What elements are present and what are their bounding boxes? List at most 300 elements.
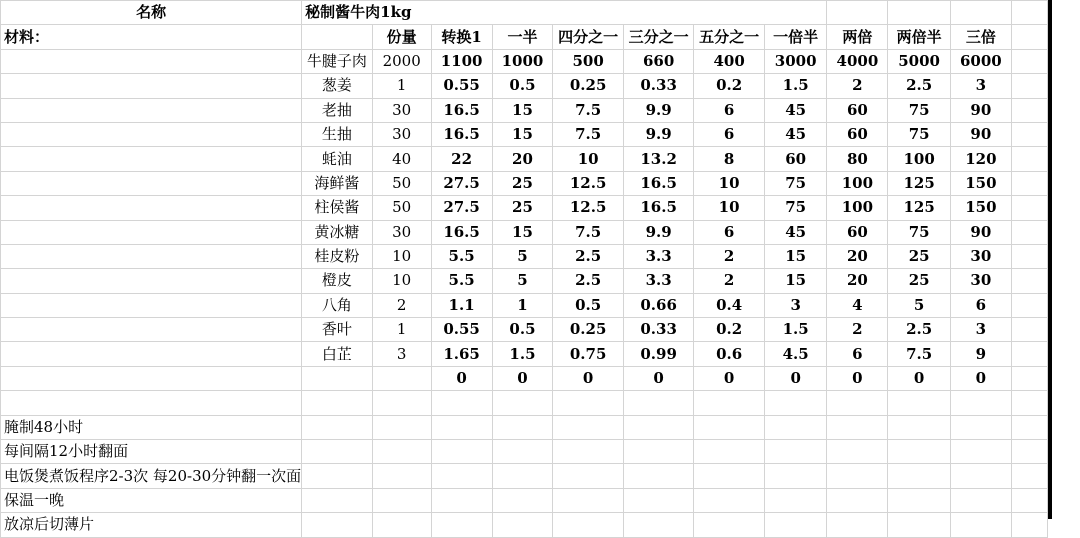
cell[interactable] (1, 98, 302, 122)
cell[interactable] (1, 269, 302, 293)
converted-value-cell[interactable]: 7.5 (553, 122, 623, 146)
cell[interactable] (302, 415, 372, 439)
converted-value-cell[interactable]: 10 (694, 171, 764, 195)
converted-value-cell[interactable]: 45 (764, 220, 827, 244)
converted-value-cell[interactable]: 25 (492, 171, 553, 195)
converted-value-cell[interactable]: 60 (827, 220, 888, 244)
converted-value-cell[interactable]: 5 (888, 293, 951, 317)
cell[interactable] (302, 464, 372, 488)
converted-value-cell[interactable]: 5 (492, 244, 553, 268)
converted-value-cell[interactable]: 4.5 (764, 342, 827, 366)
converted-value-cell[interactable]: 0.5 (553, 293, 623, 317)
cell[interactable] (694, 391, 764, 415)
converted-value-cell[interactable]: 3.3 (623, 244, 693, 268)
cell[interactable] (372, 415, 431, 439)
converted-value-cell[interactable]: 25 (888, 269, 951, 293)
column-header[interactable]: 一半 (492, 25, 553, 49)
column-header[interactable]: 转换1 (431, 25, 492, 49)
quantity-cell[interactable]: 1 (372, 74, 431, 98)
cell[interactable] (950, 1, 1011, 25)
cell[interactable] (764, 415, 827, 439)
converted-value-cell[interactable]: 15 (492, 98, 553, 122)
converted-value-cell[interactable]: 8 (694, 147, 764, 171)
quantity-cell[interactable]: 50 (372, 171, 431, 195)
cell[interactable] (827, 488, 888, 512)
table-row (1, 318, 1048, 342)
converted-value-cell[interactable]: 20 (492, 147, 553, 171)
converted-value-cell[interactable]: 12.5 (553, 196, 623, 220)
converted-value-cell[interactable]: 2.5 (553, 244, 623, 268)
cell[interactable] (431, 513, 492, 537)
materials-label-cell[interactable]: 材料： (1, 25, 302, 49)
converted-value-cell[interactable]: 10 (694, 196, 764, 220)
cell[interactable] (431, 391, 492, 415)
converted-value-cell[interactable]: 0 (888, 366, 951, 390)
cell[interactable] (827, 513, 888, 537)
cell[interactable] (1011, 122, 1047, 146)
converted-value-cell[interactable]: 0.99 (623, 342, 693, 366)
ingredient-name-cell[interactable]: 白芷 (302, 342, 372, 366)
converted-value-cell[interactable]: 1.1 (431, 293, 492, 317)
cell[interactable] (1011, 74, 1047, 98)
converted-value-cell[interactable]: 0 (827, 366, 888, 390)
cell[interactable] (1011, 440, 1047, 464)
cell[interactable] (1011, 147, 1047, 171)
ingredient-name-cell[interactable] (302, 366, 372, 390)
converted-value-cell[interactable]: 0.25 (553, 318, 623, 342)
cell[interactable] (492, 488, 553, 512)
cell[interactable] (553, 513, 623, 537)
converted-value-cell[interactable]: 15 (492, 122, 553, 146)
converted-value-cell[interactable]: 12.5 (553, 171, 623, 195)
quantity-cell[interactable]: 1 (372, 318, 431, 342)
cell[interactable] (1, 366, 302, 390)
converted-value-cell[interactable]: 6 (694, 122, 764, 146)
cell[interactable] (827, 440, 888, 464)
quantity-cell[interactable]: 10 (372, 244, 431, 268)
cell[interactable] (764, 488, 827, 512)
ingredient-name-cell[interactable]: 生抽 (302, 122, 372, 146)
table-row (1, 269, 1048, 293)
cell[interactable] (623, 391, 693, 415)
cell[interactable] (1011, 513, 1047, 537)
converted-value-cell[interactable]: 5.5 (431, 269, 492, 293)
cell[interactable] (1011, 366, 1047, 390)
converted-value-cell[interactable]: 60 (764, 147, 827, 171)
converted-value-cell[interactable]: 150 (950, 196, 1011, 220)
converted-value-cell[interactable]: 0 (694, 366, 764, 390)
cell[interactable] (302, 391, 372, 415)
table-row (1, 147, 1048, 171)
cell[interactable] (372, 464, 431, 488)
quantity-cell[interactable]: 3 (372, 342, 431, 366)
converted-value-cell[interactable]: 1.65 (431, 342, 492, 366)
cell[interactable] (1, 196, 302, 220)
converted-value-cell[interactable]: 660 (623, 49, 693, 73)
note-text-cell[interactable]: 每间隔12小时翻面 (1, 440, 302, 464)
converted-value-cell[interactable]: 100 (827, 171, 888, 195)
converted-value-cell[interactable]: 75 (888, 122, 951, 146)
cell[interactable] (764, 464, 827, 488)
column-header[interactable]: 两倍半 (888, 25, 951, 49)
converted-value-cell[interactable]: 16.5 (431, 220, 492, 244)
cell[interactable] (492, 440, 553, 464)
converted-value-cell[interactable]: 80 (827, 147, 888, 171)
cell[interactable] (1011, 98, 1047, 122)
converted-value-cell[interactable]: 1.5 (764, 74, 827, 98)
converted-value-cell[interactable]: 30 (950, 269, 1011, 293)
quantity-cell[interactable]: 2000 (372, 49, 431, 73)
converted-value-cell[interactable]: 16.5 (431, 98, 492, 122)
ingredient-name-cell[interactable]: 牛腱子肉 (302, 49, 372, 73)
table-row (1, 366, 1048, 390)
cell[interactable] (694, 464, 764, 488)
converted-value-cell[interactable]: 0.55 (431, 318, 492, 342)
converted-value-cell[interactable]: 100 (888, 147, 951, 171)
ingredient-name-cell[interactable]: 海鲜酱 (302, 171, 372, 195)
cell[interactable] (372, 513, 431, 537)
cell[interactable] (888, 391, 951, 415)
name-label-cell[interactable]: 名称 (1, 1, 302, 25)
cell[interactable] (827, 464, 888, 488)
converted-value-cell[interactable]: 500 (553, 49, 623, 73)
cell[interactable] (1011, 488, 1047, 512)
header-row (1, 25, 1048, 49)
converted-value-cell[interactable]: 27.5 (431, 171, 492, 195)
recipe-name-cell[interactable]: 秘制酱牛肉1kg (302, 1, 827, 25)
cell[interactable] (1, 147, 302, 171)
column-header[interactable]: 四分之一 (553, 25, 623, 49)
converted-value-cell[interactable]: 13.2 (623, 147, 693, 171)
quantity-cell[interactable]: 30 (372, 220, 431, 244)
column-header[interactable]: 两倍 (827, 25, 888, 49)
converted-value-cell[interactable]: 0.66 (623, 293, 693, 317)
cell[interactable] (372, 440, 431, 464)
note-row (1, 488, 1048, 512)
converted-value-cell[interactable]: 2 (694, 269, 764, 293)
converted-value-cell[interactable]: 0.4 (694, 293, 764, 317)
cell[interactable] (694, 513, 764, 537)
cell[interactable] (1, 391, 302, 415)
converted-value-cell[interactable]: 0.5 (492, 74, 553, 98)
converted-value-cell[interactable]: 10 (553, 147, 623, 171)
converted-value-cell[interactable]: 4 (827, 293, 888, 317)
cell[interactable] (1011, 25, 1047, 49)
cell[interactable] (492, 464, 553, 488)
cell[interactable] (950, 464, 1011, 488)
cell[interactable] (1, 220, 302, 244)
cell[interactable] (1011, 318, 1047, 342)
ingredient-name-cell[interactable]: 桂皮粉 (302, 244, 372, 268)
converted-value-cell[interactable]: 150 (950, 171, 1011, 195)
converted-value-cell[interactable]: 400 (694, 49, 764, 73)
converted-value-cell[interactable]: 20 (827, 269, 888, 293)
converted-value-cell[interactable]: 75 (764, 196, 827, 220)
converted-value-cell[interactable]: 2.5 (888, 318, 951, 342)
converted-value-cell[interactable]: 0.33 (623, 318, 693, 342)
converted-value-cell[interactable]: 2 (694, 244, 764, 268)
cell[interactable] (1, 293, 302, 317)
cell[interactable] (553, 464, 623, 488)
converted-value-cell[interactable]: 2.5 (888, 74, 951, 98)
cell[interactable] (694, 415, 764, 439)
cell[interactable] (623, 464, 693, 488)
note-text-cell[interactable]: 放凉后切薄片 (1, 513, 302, 537)
cell[interactable] (1, 49, 302, 73)
cell[interactable] (694, 440, 764, 464)
converted-value-cell[interactable]: 5 (492, 269, 553, 293)
cell[interactable] (1011, 171, 1047, 195)
converted-value-cell[interactable]: 0.55 (431, 74, 492, 98)
converted-value-cell[interactable]: 16.5 (431, 122, 492, 146)
converted-value-cell[interactable]: 75 (888, 220, 951, 244)
converted-value-cell[interactable]: 7.5 (888, 342, 951, 366)
cell[interactable] (1011, 244, 1047, 268)
cell[interactable] (1, 122, 302, 146)
quantity-cell[interactable]: 40 (372, 147, 431, 171)
converted-value-cell[interactable]: 1 (492, 293, 553, 317)
converted-value-cell[interactable]: 45 (764, 122, 827, 146)
quantity-cell[interactable]: 2 (372, 293, 431, 317)
cell[interactable] (950, 488, 1011, 512)
cell[interactable] (492, 391, 553, 415)
note-row (1, 415, 1048, 439)
quantity-cell[interactable] (372, 366, 431, 390)
ingredient-name-cell[interactable]: 蚝油 (302, 147, 372, 171)
cell[interactable] (1011, 293, 1047, 317)
cell[interactable] (1, 74, 302, 98)
cell[interactable] (431, 488, 492, 512)
note-row (1, 513, 1048, 537)
cell[interactable] (950, 440, 1011, 464)
converted-value-cell[interactable]: 0.75 (553, 342, 623, 366)
cell[interactable] (302, 440, 372, 464)
quantity-cell[interactable]: 10 (372, 269, 431, 293)
table-row (1, 244, 1048, 268)
ingredient-name-cell[interactable]: 橙皮 (302, 269, 372, 293)
cell[interactable] (1, 318, 302, 342)
cell[interactable] (827, 1, 888, 25)
cell[interactable] (492, 415, 553, 439)
cell[interactable] (764, 391, 827, 415)
blank-area (1052, 0, 1080, 519)
ingredient-name-cell[interactable]: 柱侯酱 (302, 196, 372, 220)
table-row (1, 196, 1048, 220)
table-row (1, 74, 1048, 98)
cell[interactable] (1, 171, 302, 195)
table-row (1, 171, 1048, 195)
converted-value-cell[interactable]: 3 (950, 74, 1011, 98)
ingredient-name-cell[interactable]: 老抽 (302, 98, 372, 122)
cell[interactable] (623, 415, 693, 439)
converted-value-cell[interactable]: 125 (888, 196, 951, 220)
ingredient-name-cell[interactable]: 黄冰糖 (302, 220, 372, 244)
converted-value-cell[interactable]: 1100 (431, 49, 492, 73)
converted-value-cell[interactable]: 3000 (764, 49, 827, 73)
cell[interactable] (1011, 1, 1047, 25)
cell[interactable] (827, 391, 888, 415)
converted-value-cell[interactable]: 0.5 (492, 318, 553, 342)
converted-value-cell[interactable]: 6 (950, 293, 1011, 317)
blank-row (1, 391, 1048, 415)
converted-value-cell[interactable]: 120 (950, 147, 1011, 171)
converted-value-cell[interactable]: 1.5 (764, 318, 827, 342)
converted-value-cell[interactable]: 2 (827, 318, 888, 342)
converted-value-cell[interactable]: 60 (827, 122, 888, 146)
converted-value-cell[interactable]: 0 (764, 366, 827, 390)
converted-value-cell[interactable]: 0.6 (694, 342, 764, 366)
cell[interactable] (1011, 342, 1047, 366)
converted-value-cell[interactable]: 3.3 (623, 269, 693, 293)
converted-value-cell[interactable]: 15 (492, 220, 553, 244)
converted-value-cell[interactable]: 15 (764, 244, 827, 268)
cell[interactable] (623, 513, 693, 537)
converted-value-cell[interactable]: 100 (827, 196, 888, 220)
cell[interactable] (1011, 269, 1047, 293)
cell[interactable] (431, 464, 492, 488)
cell[interactable] (553, 440, 623, 464)
converted-value-cell[interactable]: 0.25 (553, 74, 623, 98)
ingredient-name-cell[interactable]: 香叶 (302, 318, 372, 342)
converted-value-cell[interactable]: 16.5 (623, 171, 693, 195)
converted-value-cell[interactable]: 45 (764, 98, 827, 122)
cell[interactable] (1011, 196, 1047, 220)
converted-value-cell[interactable]: 5.5 (431, 244, 492, 268)
cell[interactable] (694, 488, 764, 512)
cell[interactable] (553, 415, 623, 439)
converted-value-cell[interactable]: 25 (888, 244, 951, 268)
note-text-cell[interactable]: 腌制48小时 (1, 415, 302, 439)
converted-value-cell[interactable]: 2 (827, 74, 888, 98)
converted-value-cell[interactable]: 27.5 (431, 196, 492, 220)
cell[interactable] (372, 488, 431, 512)
converted-value-cell[interactable]: 30 (950, 244, 1011, 268)
table-row (1, 220, 1048, 244)
converted-value-cell[interactable]: 6 (827, 342, 888, 366)
converted-value-cell[interactable]: 7.5 (553, 220, 623, 244)
cell[interactable] (431, 440, 492, 464)
table-row (1, 122, 1048, 146)
converted-value-cell[interactable]: 4000 (827, 49, 888, 73)
cell[interactable] (888, 513, 951, 537)
ingredient-name-cell[interactable]: 八角 (302, 293, 372, 317)
cell[interactable] (372, 391, 431, 415)
column-header[interactable]: 三分之一 (623, 25, 693, 49)
converted-value-cell[interactable]: 0 (553, 366, 623, 390)
converted-value-cell[interactable]: 3 (950, 318, 1011, 342)
cell[interactable] (431, 415, 492, 439)
converted-value-cell[interactable]: 0 (623, 366, 693, 390)
converted-value-cell[interactable]: 90 (950, 122, 1011, 146)
quantity-cell[interactable]: 30 (372, 122, 431, 146)
converted-value-cell[interactable]: 6 (694, 98, 764, 122)
cell[interactable] (827, 415, 888, 439)
converted-value-cell[interactable]: 2.5 (553, 269, 623, 293)
converted-value-cell[interactable]: 9.9 (623, 98, 693, 122)
converted-value-cell[interactable]: 6 (694, 220, 764, 244)
converted-value-cell[interactable]: 3 (764, 293, 827, 317)
table-row (1, 342, 1048, 366)
converted-value-cell[interactable]: 25 (492, 196, 553, 220)
converted-value-cell[interactable]: 0.2 (694, 74, 764, 98)
converted-value-cell[interactable]: 22 (431, 147, 492, 171)
converted-value-cell[interactable]: 15 (764, 269, 827, 293)
converted-value-cell[interactable]: 0.33 (623, 74, 693, 98)
converted-value-cell[interactable]: 9.9 (623, 122, 693, 146)
converted-value-cell[interactable]: 0 (492, 366, 553, 390)
table-row (1, 98, 1048, 122)
converted-value-cell[interactable]: 90 (950, 220, 1011, 244)
cell[interactable] (764, 440, 827, 464)
note-text-cell[interactable]: 保温一晚 (1, 488, 302, 512)
column-header[interactable]: 三倍 (950, 25, 1011, 49)
cell[interactable] (888, 415, 951, 439)
cell[interactable] (950, 513, 1011, 537)
converted-value-cell[interactable]: 75 (764, 171, 827, 195)
cell[interactable] (302, 513, 372, 537)
cell[interactable] (888, 464, 951, 488)
cell[interactable] (950, 391, 1011, 415)
converted-value-cell[interactable]: 1.5 (492, 342, 553, 366)
converted-value-cell[interactable]: 16.5 (623, 196, 693, 220)
column-header[interactable]: 一倍半 (764, 25, 827, 49)
note-row (1, 440, 1048, 464)
column-header[interactable]: 五分之一 (694, 25, 764, 49)
table-row (1, 49, 1048, 73)
ingredient-name-cell[interactable]: 葱姜 (302, 74, 372, 98)
converted-value-cell[interactable]: 90 (950, 98, 1011, 122)
note-text-cell[interactable]: 电饭煲煮饭程序2-3次 每20-30分钟翻一次面 (1, 464, 302, 488)
converted-value-cell[interactable]: 0 (950, 366, 1011, 390)
converted-value-cell[interactable]: 7.5 (553, 98, 623, 122)
converted-value-cell[interactable]: 9 (950, 342, 1011, 366)
converted-value-cell[interactable]: 60 (827, 98, 888, 122)
cell[interactable] (888, 1, 951, 25)
cell[interactable] (623, 440, 693, 464)
converted-value-cell[interactable]: 20 (827, 244, 888, 268)
cell[interactable] (553, 391, 623, 415)
table-row (1, 293, 1048, 317)
column-header[interactable]: 份量 (372, 25, 431, 49)
converted-value-cell[interactable]: 75 (888, 98, 951, 122)
quantity-cell[interactable]: 30 (372, 98, 431, 122)
converted-value-cell[interactable]: 0 (431, 366, 492, 390)
cell[interactable] (1, 342, 302, 366)
converted-value-cell[interactable]: 5000 (888, 49, 951, 73)
converted-value-cell[interactable]: 1000 (492, 49, 553, 73)
cell[interactable] (950, 415, 1011, 439)
cell[interactable] (888, 440, 951, 464)
converted-value-cell[interactable]: 6000 (950, 49, 1011, 73)
converted-value-cell[interactable]: 9.9 (623, 220, 693, 244)
cell[interactable] (1011, 415, 1047, 439)
quantity-cell[interactable]: 50 (372, 196, 431, 220)
cell[interactable] (553, 488, 623, 512)
converted-value-cell[interactable]: 125 (888, 171, 951, 195)
cell[interactable] (302, 488, 372, 512)
cell[interactable] (764, 513, 827, 537)
cell[interactable] (1, 244, 302, 268)
converted-value-cell[interactable]: 0.2 (694, 318, 764, 342)
cell[interactable] (492, 513, 553, 537)
cell[interactable] (1011, 49, 1047, 73)
column-header[interactable] (302, 25, 372, 49)
cell[interactable] (1011, 464, 1047, 488)
cell[interactable] (888, 488, 951, 512)
cell[interactable] (1011, 220, 1047, 244)
cell[interactable] (623, 488, 693, 512)
cell[interactable] (1011, 391, 1047, 415)
